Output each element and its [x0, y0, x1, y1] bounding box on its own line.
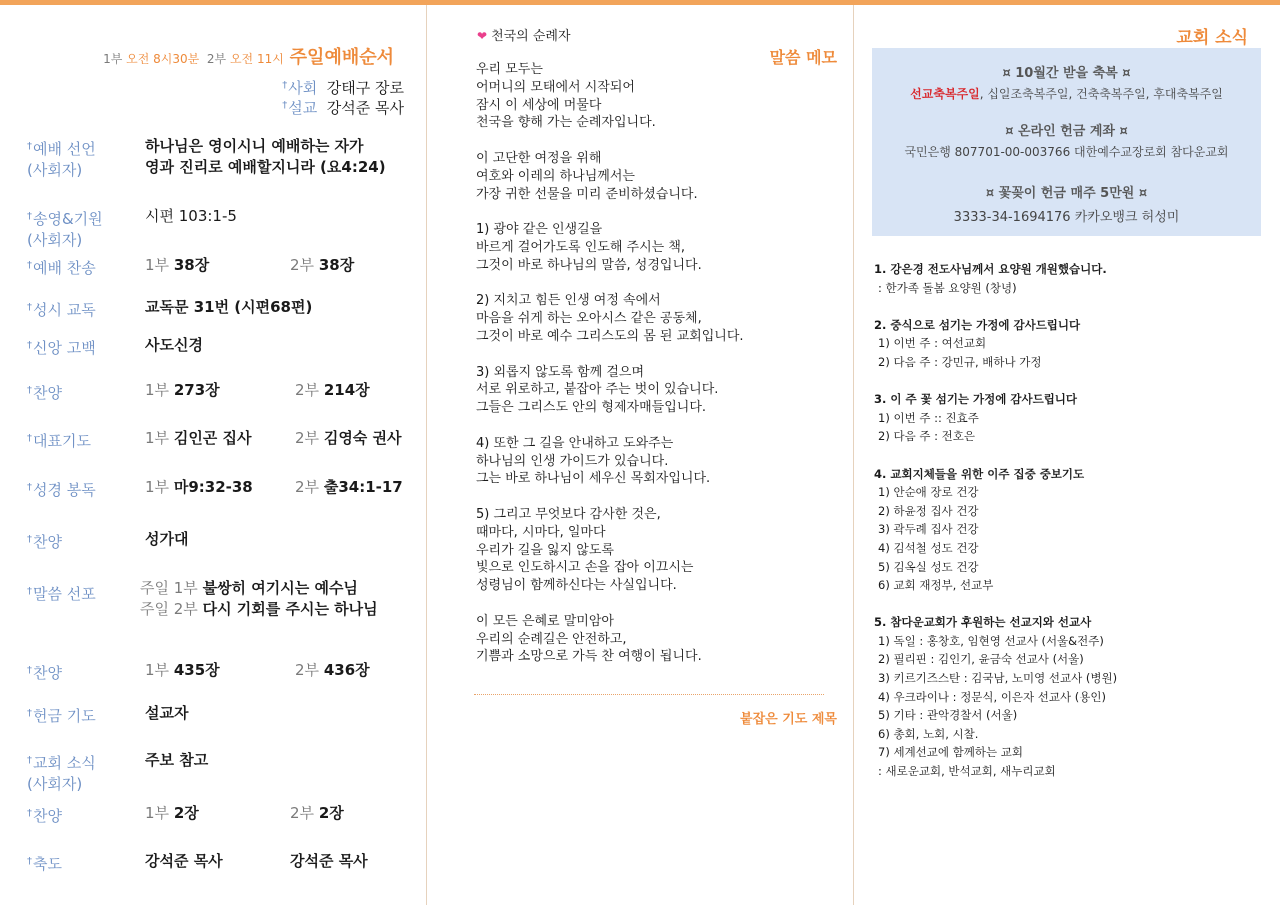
news-heading: 3. 이 주 꽃 섬기는 가정에 감사드립니다	[874, 392, 1078, 407]
online-account: 국민은행 807701-00-003766 대한예수교장로회 참다운교회	[904, 145, 1229, 159]
order-item-label: †말씀 선포	[27, 585, 96, 603]
heart-icon: ❤	[477, 29, 488, 43]
poem-line: 잠시 이 세상에 머물다	[476, 97, 602, 113]
order-item-label: †찬양	[27, 384, 62, 402]
order-item-text: 하나님은 영이시니 예배하는 자가 영과 진리로 예배할지니라 (요4:24)	[145, 137, 386, 176]
news-item: 7) 세계선교에 함께하는 교회	[878, 745, 1023, 760]
poem-line: 1) 광야 같은 인생길을	[476, 222, 603, 238]
poem-line: 2) 지치고 힘든 인생 여정 속에서	[476, 293, 661, 309]
poem-line: 그들은 그리스도 안의 형제자매들입니다.	[476, 400, 707, 416]
news-title: 교회 소식	[1176, 28, 1248, 48]
news-item: : 한가족 돌봄 요양원 (창녕)	[878, 280, 1017, 295]
poem-stanza	[476, 364, 836, 417]
news-item: 1) 독일 : 홍창호, 임현영 선교사 (서울&전주)	[878, 633, 1104, 648]
box-heading: ¤ 꽃꽂이 헌금 매주 5만원 ¤	[985, 186, 1148, 201]
news-section	[874, 465, 1264, 595]
order-item-part1: 1부 38장	[145, 256, 210, 274]
sermon-memo-column	[427, 5, 853, 905]
poem-line: 그것이 바로 예수 그리스도의 몸 된 교회입니다.	[476, 328, 744, 344]
news-item: : 새로운교회, 반석교회, 새누리교회	[878, 764, 1056, 779]
service-times-header: 1부 오전 8시30분 2부 오전 11시 주일예배순서	[103, 47, 394, 68]
church-news-column	[854, 5, 1280, 905]
order-item-label: †신앙 고백	[27, 339, 96, 357]
news-section	[874, 260, 1264, 297]
order-item-part1: 1부 마9:32-38	[145, 478, 253, 496]
poem-line: 기쁨과 소망으로 가득 찬 여행이 됩니다.	[476, 649, 702, 665]
news-item: 2) 필리핀 : 김인기, 윤금숙 선교사 (서울)	[878, 652, 1084, 667]
poem-line: 우리 모두는	[476, 62, 543, 77]
poem-line: 5) 그리고 무엇보다 감사한 것은,	[476, 506, 661, 522]
news-heading: 5. 참다운교회가 후원하는 선교지와 선교사	[874, 615, 1092, 630]
news-item: 6) 총회, 노회, 시찰.	[878, 726, 979, 741]
order-item-part2: 2부 38장	[290, 256, 355, 274]
poem-stanza	[476, 435, 836, 488]
poem-line: 이 모든 은혜로 말미암아	[476, 613, 614, 629]
order-item-text: 시편 103:1-5	[145, 207, 237, 225]
poem-line: 바르게 걸어가도록 인도해 주시는 책,	[476, 239, 686, 255]
order-item-part2: 2부 2장	[290, 804, 344, 822]
flower-account: 3333-34-1694176 카카오뱅크 허성미	[953, 210, 1180, 225]
news-item: 1) 이번 주 : 여선교회	[878, 336, 987, 351]
poem-line: 4) 또한 그 길을 안내하고 도와주는	[476, 435, 674, 451]
news-item: 5) 기타 : 관악경찰서 (서울)	[878, 708, 1018, 723]
poem-line: 가장 귀한 선물을 미리 준비하셨습니다.	[476, 186, 698, 202]
staff-presider: †사회 강태구 장로	[282, 79, 404, 97]
order-item-text: 교독문 31번 (시편68편)	[145, 298, 313, 316]
news-section	[874, 316, 1264, 372]
prayer-title: 붙잡은 기도 제목	[740, 712, 837, 727]
poem-line: 그는 바로 하나님이 세우신 목회자입니다.	[476, 471, 711, 487]
news-item: 4) 우크라이나 : 정문식, 이은자 선교사 (용인)	[878, 689, 1106, 704]
order-item-label: †찬양	[27, 807, 62, 825]
order-item-part2: 강석준 목사	[290, 852, 368, 870]
poem-stanza	[476, 61, 836, 132]
poem-body	[476, 61, 836, 684]
poem-line: 이 고단한 여정을 위해	[476, 150, 602, 166]
order-item-part2: 2부 214장	[295, 381, 370, 399]
box-heading: ¤ 10월간 받을 축복 ¤	[1002, 66, 1131, 81]
offering-info-box	[872, 48, 1261, 236]
poem-stanza	[476, 221, 836, 274]
order-item-part1: 1부 2장	[145, 804, 199, 822]
dotted-divider	[474, 694, 824, 695]
memo-title: 말씀 메모	[769, 48, 837, 67]
news-section	[874, 390, 1264, 446]
order-item-label: †예배 선언 (사회자)	[27, 140, 96, 179]
news-item: 3) 키르기즈스탄 : 김국남, 노미영 선교사 (병원)	[878, 671, 1118, 686]
news-item: 2) 다음 주 : 전호은	[878, 429, 975, 444]
poem-title: ❤ 천국의 순례자	[477, 29, 571, 44]
news-item: 6) 교회 재정부, 선교부	[878, 578, 994, 593]
order-item-text: 성가대	[145, 530, 189, 548]
news-item: 3) 곽두례 집사 건강	[878, 522, 979, 537]
order-item-text: 주보 참고	[145, 751, 209, 769]
order-item-label: †교회 소식 (사회자)	[27, 754, 96, 793]
news-item: 5) 김옥실 성도 건강	[878, 559, 979, 574]
poem-line: 때마다, 시마다, 일마다	[476, 524, 606, 540]
order-item-label: †성경 봉독	[27, 481, 96, 499]
order-item-label: †송영&기원 (사회자)	[27, 210, 103, 249]
order-item-label: †찬양	[27, 664, 62, 682]
poem-stanza	[476, 292, 836, 345]
order-item-label: †대표기도	[27, 432, 91, 450]
worship-order-column	[0, 5, 426, 905]
worship-order-title: 주일예배순서	[289, 47, 394, 68]
order-item-label: †찬양	[27, 533, 62, 551]
poem-line: 마음을 쉬게 하는 오아시스 같은 공동체,	[476, 311, 702, 327]
poem-line: 우리의 순례길은 안전하고,	[476, 631, 627, 647]
news-heading: 1. 강은경 전도사님께서 요양원 개원했습니다.	[874, 262, 1107, 276]
news-heading: 2. 중식으로 섬기는 가정에 감사드립니다	[874, 317, 1081, 332]
poem-line: 서로 위로하고, 붙잡아 주는 벗이 있습니다.	[476, 382, 719, 398]
poem-stanza	[476, 150, 836, 203]
order-item-text: 설교자	[145, 704, 189, 722]
order-item-part1: 1부 435장	[145, 661, 220, 679]
order-item-label: †축도	[27, 855, 62, 873]
poem-line: 우리가 길을 잃지 않도록	[476, 542, 614, 558]
order-item-part2: 2부 출34:1-17	[295, 478, 403, 496]
news-item: 1) 이번 주 :: 진효주	[878, 410, 979, 425]
order-item-part2: 2부 김영숙 권사	[295, 429, 402, 447]
order-item-part1: 1부 273장	[145, 381, 220, 399]
poem-line: 그것이 바로 하나님의 말씀, 성경입니다.	[476, 257, 702, 273]
poem-stanza	[476, 613, 836, 666]
news-item: 1) 안순애 장로 건강	[878, 485, 979, 500]
poem-line: 천국을 향해 가는 순례자입니다.	[476, 115, 656, 131]
news-item: 4) 김석철 성도 건강	[878, 540, 979, 555]
poem-line: 3) 외롭지 않도록 함께 걸으며	[476, 364, 645, 380]
poem-line: 여호와 이레의 하나님께서는	[476, 168, 635, 184]
news-item: 2) 하윤정 집사 건강	[878, 503, 979, 518]
order-item-label: †예배 찬송	[27, 259, 96, 277]
order-item-part1: 1부 김인곤 집사	[145, 429, 252, 447]
news-list	[874, 260, 1264, 799]
news-item: 2) 다음 주 : 강민규, 배하나 가정	[878, 354, 1042, 369]
order-item-label: †성시 교독	[27, 301, 96, 319]
poem-line: 하나님의 인생 가이드가 있습니다.	[476, 453, 669, 469]
news-heading: 4. 교회지체들을 위한 이주 집중 중보기도	[874, 466, 1085, 481]
poem-stanza	[476, 506, 836, 595]
order-item-part1: 강석준 목사	[145, 852, 223, 870]
poem-line: 어머니의 모태에서 시작되어	[476, 79, 635, 95]
news-section	[874, 613, 1264, 780]
order-item-label: †헌금 기도	[27, 707, 96, 725]
staff-preacher: †설교 강석준 목사	[282, 99, 404, 117]
order-item-text: 사도신경	[145, 336, 203, 354]
poem-line: 빛으로 인도하시고 손을 잡아 이끄시는	[476, 560, 694, 576]
sermon-titles: 주일 1부 불쌍히 여기시는 예수님 주일 2부 다시 기회를 주시는 하나님	[140, 579, 378, 618]
order-item-part2: 2부 436장	[295, 661, 370, 679]
box-heading: ¤ 온라인 헌금 계좌 ¤	[1005, 124, 1128, 139]
blessing-list: 선교축복주일, 십일조축복주일, 건축축복주일, 후대축복주일	[910, 87, 1223, 101]
poem-line: 성령님이 함께하신다는 사실입니다.	[476, 578, 677, 594]
